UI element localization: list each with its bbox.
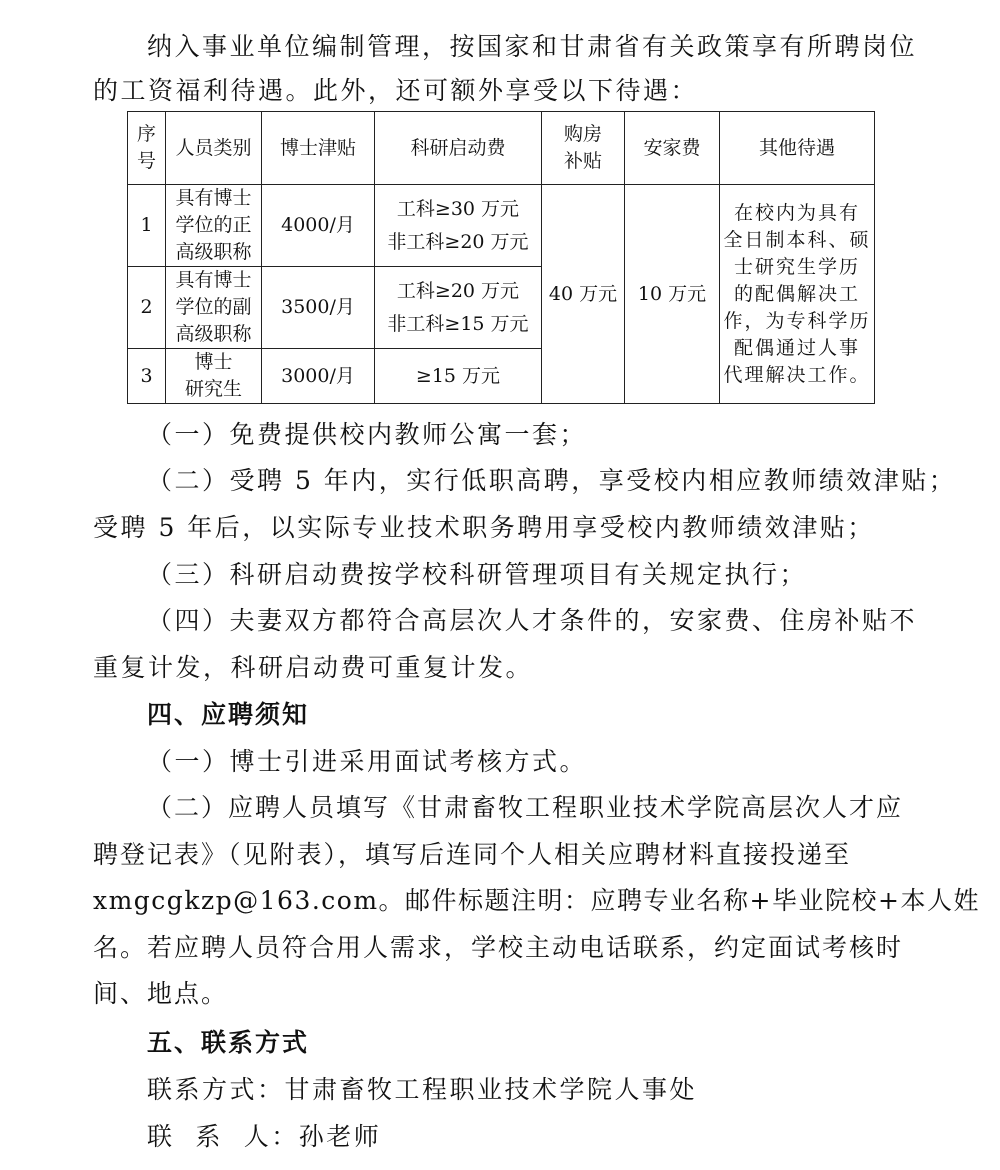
item-3: （三）科研启动费按学校科研管理项目有关规定执行； [147,560,808,589]
row2-category: 具有博士 学位的副 高级职称 [166,267,262,349]
row3-fund: ≥15 万元 [375,349,542,404]
header-category: 人员类别 [166,112,262,185]
other-benefits: 在校内为具有 全日制本科、硕 士研究生学历 的配偶解决工 作，为专科学历 配偶通过人事 代理解决工作。 [720,185,875,404]
header-doctor-allowance: 博士津贴 [262,112,375,185]
header-seq: 序 号 [128,112,166,185]
section-4-p2-line-1: （二）应聘人员填写《甘肃畜牧工程职业技术学院高层次人才应 [147,793,904,822]
row2-allowance: 3500/月 [262,267,375,349]
row1-seq: 1 [128,185,166,267]
section-4-p2-line-2: 聘登记表》（见附表），填写后连同个人相关应聘材料直接投递至 [93,840,852,869]
section-5-title: 五、联系方式 [147,1028,310,1057]
item-4-line-2: 重复计发，科研启动费可重复计发。 [93,653,534,682]
item-1: （一）免费提供校内教师公寓一套； [147,420,588,449]
header-housing-subsidy: 购房 补贴 [542,112,625,185]
settlement-fee-value: 10 万元 [625,185,720,404]
item-2-line-1: （二）受聘 5 年内，实行低职高聘，享受校内相应教师绩效津贴； [147,466,957,495]
row3-category: 博士 研究生 [166,349,262,404]
item-4-line-1: （四）夫妻双方都符合高层次人才条件的，安家费、住房补贴不 [147,606,918,635]
intro-line-1: 纳入事业单位编制管理，按国家和甘肃省有关政策享有所聘岗位 [147,32,918,61]
section-4-p1: （一）博士引进采用面试考核方式。 [147,747,588,776]
item-2-line-2: 受聘 5 年后，以实际专业技术职务聘用享受校内教师绩效津贴； [93,513,875,542]
benefits-table [127,111,875,404]
section-4-title: 四、应聘须知 [147,700,310,729]
section-4-p2-line-4: 名。若应聘人员符合用人需求，学校主动电话联系，约定面试考核时 [93,933,904,962]
housing-subsidy-value: 40 万元 [542,185,625,404]
row1-allowance: 4000/月 [262,185,375,267]
row2-seq: 2 [128,267,166,349]
contact-line: 联系方式：甘肃畜牧工程职业技术学院人事处 [147,1075,698,1104]
section-4-p2-line-3: xmgcgkzp@163.com。邮件标题注明：应聘专业名称+毕业院校+本人姓 [93,886,980,915]
section-4-p2-line-5: 间、地点。 [93,979,229,1008]
intro-line-2: 的工资福利待遇。此外，还可额外享受以下待遇： [93,76,699,105]
header-other: 其他待遇 [720,112,875,185]
row3-seq: 3 [128,349,166,404]
row1-category: 具有博士 学位的正 高级职称 [166,185,262,267]
header-research-fund: 科研启动费 [375,112,542,185]
table-row [128,185,875,267]
row3-allowance: 3000/月 [262,349,375,404]
table-header-row [128,112,875,185]
row1-fund: 工科≥30 万元 非工科≥20 万元 [375,185,542,267]
row2-fund: 工科≥20 万元 非工科≥15 万元 [375,267,542,349]
contact-person: 联 系 人：孙老师 [147,1122,382,1151]
header-settlement-fee: 安家费 [625,112,720,185]
